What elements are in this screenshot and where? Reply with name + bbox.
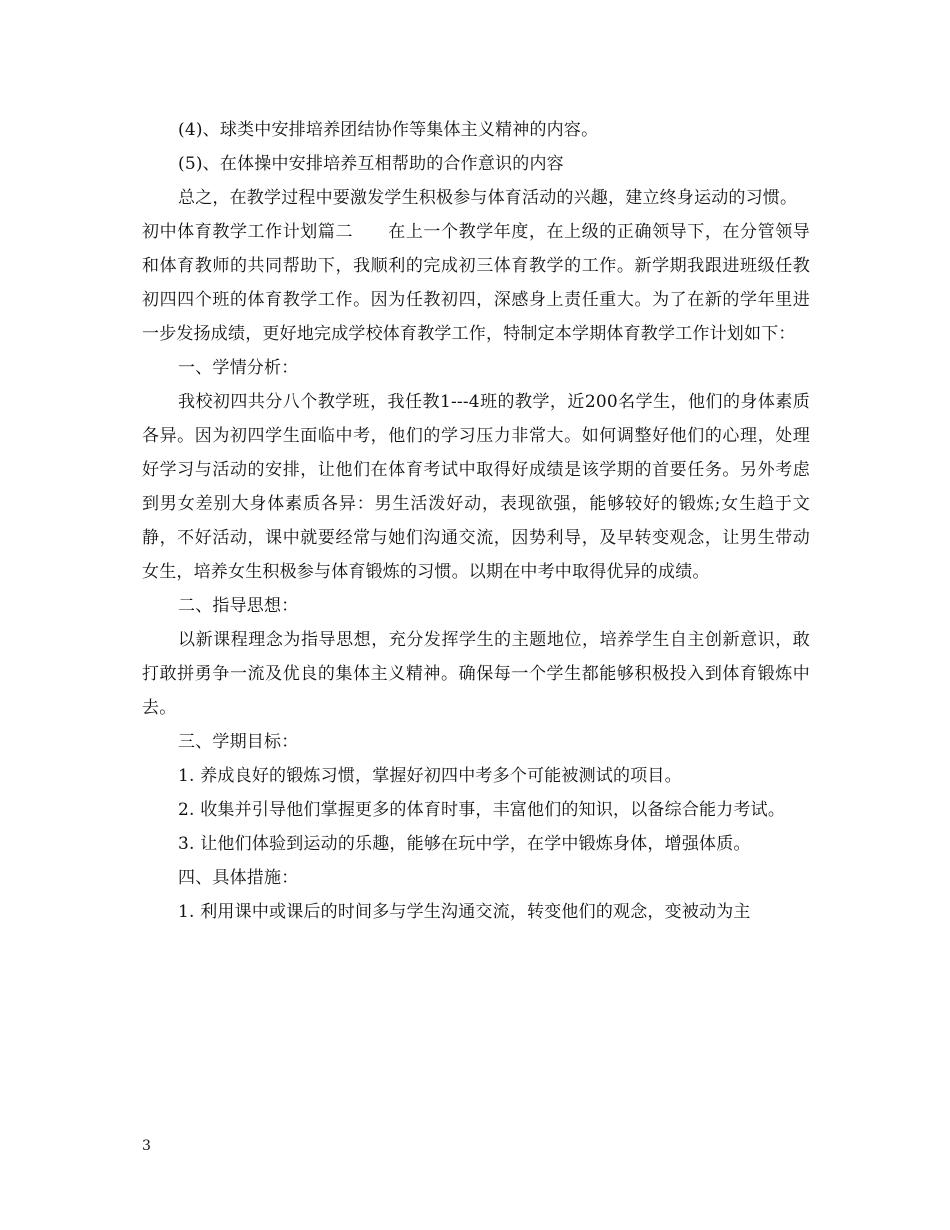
paragraph-summary: 总之，在教学过程中要激发学生积极参与体育活动的兴趣，建立终身运动的习惯。 [178,188,798,208]
paragraph-guiding-thought: 以新课程理念为指导思想，充分发挥学生的主题地位，培养学生自主创新意识，敢打敢拼勇争一流及优良的集体主义精神。确保每一个学生都能够积极投入到体育锻炼中去。 [142,630,810,718]
section-heading-measures: 四、具体措施： [178,868,299,888]
goal-item-3: 3. 让他们体验到运动的乐趣，能够在玩中学，在学中锻炼身体，增强体质。 [178,834,751,854]
goal-item-1: 1. 养成良好的锻炼习惯，掌握好初四中考多个可能被测试的项目。 [178,766,682,786]
page-number: 3 [142,1138,151,1154]
document-body [142,113,810,929]
section-heading-semester-goals: 三、学期目标： [178,732,299,752]
paragraph-ball-games: (4)、球类中安排培养团结协作等集体主义精神的内容。 [178,120,599,140]
goal-item-2: 2. 收集并引导他们掌握更多的体育时事，丰富他们的知识，以备综合能力考试。 [178,800,786,820]
section-heading-guiding-thought: 二、指导思想： [178,596,299,616]
section-heading-student-analysis: 一、学情分析： [178,358,299,378]
paragraph-gymnastics: (5)、在体操中安排培养互相帮助的合作意识的内容 [178,154,564,174]
paragraph-student-analysis: 我校初四共分八个教学班，我任教1---4班的教学，近200名学生，他们的身体素质各异。因为初四学生面临中考，他们的学习压力非常大。如何调整好他们的心理，处理好学习与活动的安排，让他们在体育考试中取得好成绩是该学期的首要任务。另外考虑到男女差别大身体素质各异：男生活泼好动，表现欲强，能够较好的锻炼;女生趋于文静，不好活动，课中就要经常与她们沟通交流，因势利导，及早转变观念，让男生带动女生，培养女生积极参与体育锻炼的习惯。以期在中考中取得优异的成绩。 [142,392,810,582]
measure-item-1: 1. 利用课中或课后的时间多与学生沟通交流，转变他们的观念，变被动为主 [178,902,751,922]
paragraph-plan-two-intro: 初中体育教学工作计划篇二 在上一个教学年度，在上级的正确领导下，在分管领导和体育教师的共同帮助下，我顺利的完成初三体育教学的工作。新学期我跟进班级任教初四四个班的体育教学工作。因为任教初四，深感身上责任重大。为了在新的学年里进一步发扬成绩，更好地完成学校体育教学工作，特制定本学期体育教学工作计划如下： [142,222,810,344]
